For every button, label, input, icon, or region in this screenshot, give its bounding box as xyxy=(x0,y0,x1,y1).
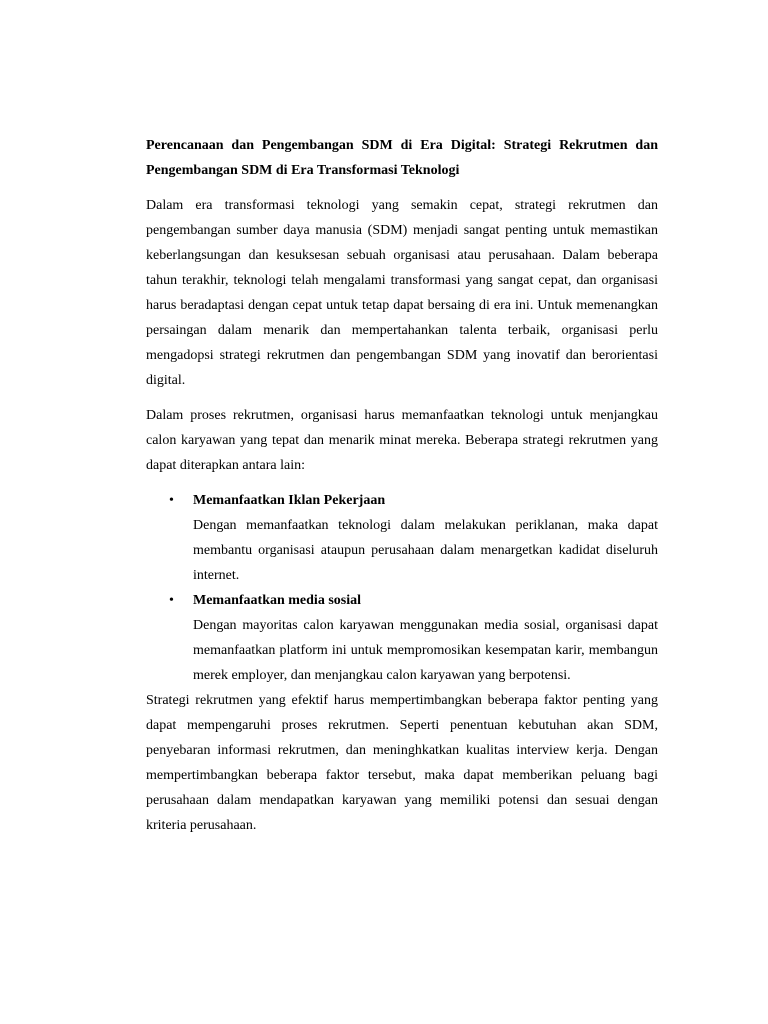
bullet-icon: • xyxy=(169,493,174,508)
closing-paragraph: Strategi rekrutmen yang efektif harus mempertimbangkan beberapa faktor penting yang dapat mempengaruhi proses rekrutmen. Seperti penentuan kebutuhan akan SDM, penyebaran informasi rekrutmen, dan meninghkatkan kualitas interview kerja. Dengan mempertimbangkan beberapa faktor tersebut, maka dapat memberikan peluang bagi perusahaan dalam mendapatkan karyawan yang memiliki potensi dan sesuai dengan kriteria perusahaan. xyxy=(146,693,658,833)
bullet-icon: • xyxy=(169,593,174,608)
document-title: Perencanaan dan Pengembangan SDM di Era Digital: Strategi Rekrutmen dan Pengembangan SDM di Era Transformasi Teknologi xyxy=(146,138,658,178)
list-item-text: Dengan memanfaatkan teknologi dalam melakukan periklanan, maka dapat membantu organisasi ataupun perusahaan dalam menargetkan kadidat diseluruh internet. xyxy=(193,518,658,583)
list-item-text: Dengan mayoritas calon karyawan menggunakan media sosial, organisasi dapat memanfaatkan platform ini untuk mempromosikan kesempatan karir, membangun merek employer, dan menjangkau calon karyawan yang berpotensi. xyxy=(193,618,658,683)
intro-paragraph: Dalam era transformasi teknologi yang semakin cepat, strategi rekrutmen dan pengembangan sumber daya manusia (SDM) menjadi sangat penting untuk memastikan keberlangsungan dan kesuksesan sebuah organisasi atau perusahaan. Dalam beberapa tahun terakhir, teknologi telah mengalami transformasi yang sangat cepat, dan organisasi harus beradaptasi dengan cepat untuk tetap dapat bersaing di era ini. Untuk memenangkan persaingan dalam menarik dan mempertahankan talenta terbaik, organisasi perlu mengadopsi strategi rekrutmen dan pengembangan SDM yang inovatif dan berorientasi digital. xyxy=(146,198,658,388)
strategy-list xyxy=(146,488,658,688)
list-item xyxy=(169,488,658,588)
list-item-heading: Memanfaatkan Iklan Pekerjaan xyxy=(193,493,386,508)
document-body xyxy=(146,133,658,838)
list-item xyxy=(169,588,658,688)
list-item-heading: Memanfaatkan media sosial xyxy=(193,593,361,608)
recruitment-paragraph: Dalam proses rekrutmen, organisasi harus memanfaatkan teknologi untuk menjangkau calon karyawan yang tepat dan menarik minat mereka. Beberapa strategi rekrutmen yang dapat diterapkan antara lain: xyxy=(146,408,658,473)
